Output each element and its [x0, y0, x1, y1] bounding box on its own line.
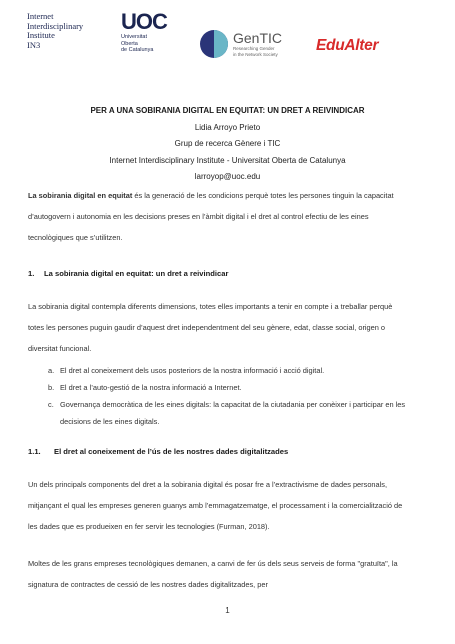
list-text: El dret al coneixement dels usos posteriors de la nostra informació i acció digital. [60, 366, 325, 375]
section-title: El dret al coneixement de l’ús de les nostres dades digitalitzades [54, 447, 289, 456]
document-header [0, 103, 455, 186]
in3-logo [27, 12, 83, 50]
list-marker: c. [48, 400, 54, 409]
list-marker: b. [48, 383, 55, 392]
uoc-line: Oberta [121, 40, 138, 47]
gentic-subtitle [233, 46, 282, 57]
author-email[interactable]: larroyop@uoc.edu [194, 172, 261, 182]
institute-name: Internet Interdisciplinary Institute - Universitat Oberta de Catalunya [109, 155, 346, 165]
gentic-sub-line: in the Network Society [233, 51, 278, 57]
section-1-paragraph: La sobirania digital contempla diferents dimensions, totes elles importants a tenir en compte i a treballar perquè totes les persones puguin gaudir d’aquest dret independentment del seu gènere, edat, classe social, origen o diversitat funcional. [28, 302, 393, 353]
in3-line: Interdisciplinary [27, 20, 84, 31]
list-item [48, 362, 408, 379]
section-number: 1.1. [28, 447, 41, 456]
uoc-line: de Catalunya [121, 47, 154, 53]
intro-lead: La sobirania digital en equitat [28, 191, 133, 200]
gentic-name: GenTIC [233, 30, 283, 46]
rights-list [48, 362, 408, 430]
in3-line: Internet [27, 11, 54, 21]
in3-line: Institute [27, 30, 55, 41]
page-number: 1 [225, 606, 230, 615]
research-group: Grup de recerca Gènere i TIC [174, 139, 281, 149]
gentic-text [233, 31, 282, 57]
section-1-1-heading [28, 447, 288, 456]
intro-paragraph [28, 185, 408, 248]
author-name: Lidia Arroyo Prieto [194, 122, 261, 132]
uoc-subtitle [121, 34, 167, 54]
list-item [48, 379, 408, 396]
section-1-heading [28, 269, 228, 278]
uoc-mark: UOC [121, 9, 167, 34]
gentic-icon [200, 30, 228, 58]
gentic-sub-line: Researching Gender [233, 46, 275, 51]
uoc-line: Universitat [121, 34, 147, 40]
in3-line: IN3 [27, 39, 41, 50]
edualter-logo: EduAlter [316, 37, 379, 54]
section-1-1-paragraph-2: Moltes de les grans empreses tecnològiques demanen, a canvi de fer ús dels seus serveis de forma "gratuïta", la signatura de contractes de cessió de les nostres dades digitalitzades, per [28, 559, 398, 589]
uoc-logo [121, 9, 167, 54]
gentic-logo [200, 30, 282, 58]
section-number: 1. [28, 269, 35, 278]
intro-text: és la generació de les condicions perquè totes les persones tinguin la capacitat d’autogovern i autonomia en les decisions preses en l’àmbit digital i el dret al control efectiu de les eines tecnològiques que s’utilitzen. [28, 191, 394, 242]
section-1-1-paragraph-1: Un dels principals components del dret a la sobirania digital és posar fre a l’extractivisme de dades personals, mitjançant el qual les empreses generen guanys amb l’emmagatzematge, el processament i la comercialització de les dades que es produeixen en fer servir les tecnologies (Furman, 2018). [28, 480, 403, 531]
section-title: La sobirania digital en equitat: un dret a reivindicar [44, 269, 229, 278]
list-text: Governança democràtica de les eines digitals: la capacitat de la ciutadania per conèixer i participar en les decisions de les eines digitals. [60, 400, 406, 426]
document-title: PER A UNA SOBIRANIA DIGITAL EN EQUITAT: UN DRET A REIVINDICAR [90, 106, 365, 115]
list-text: El dret a l’auto-gestió de la nostra informació a Internet. [60, 383, 242, 392]
list-item [48, 396, 408, 430]
header-logos [0, 6, 455, 68]
list-marker: a. [48, 366, 55, 375]
